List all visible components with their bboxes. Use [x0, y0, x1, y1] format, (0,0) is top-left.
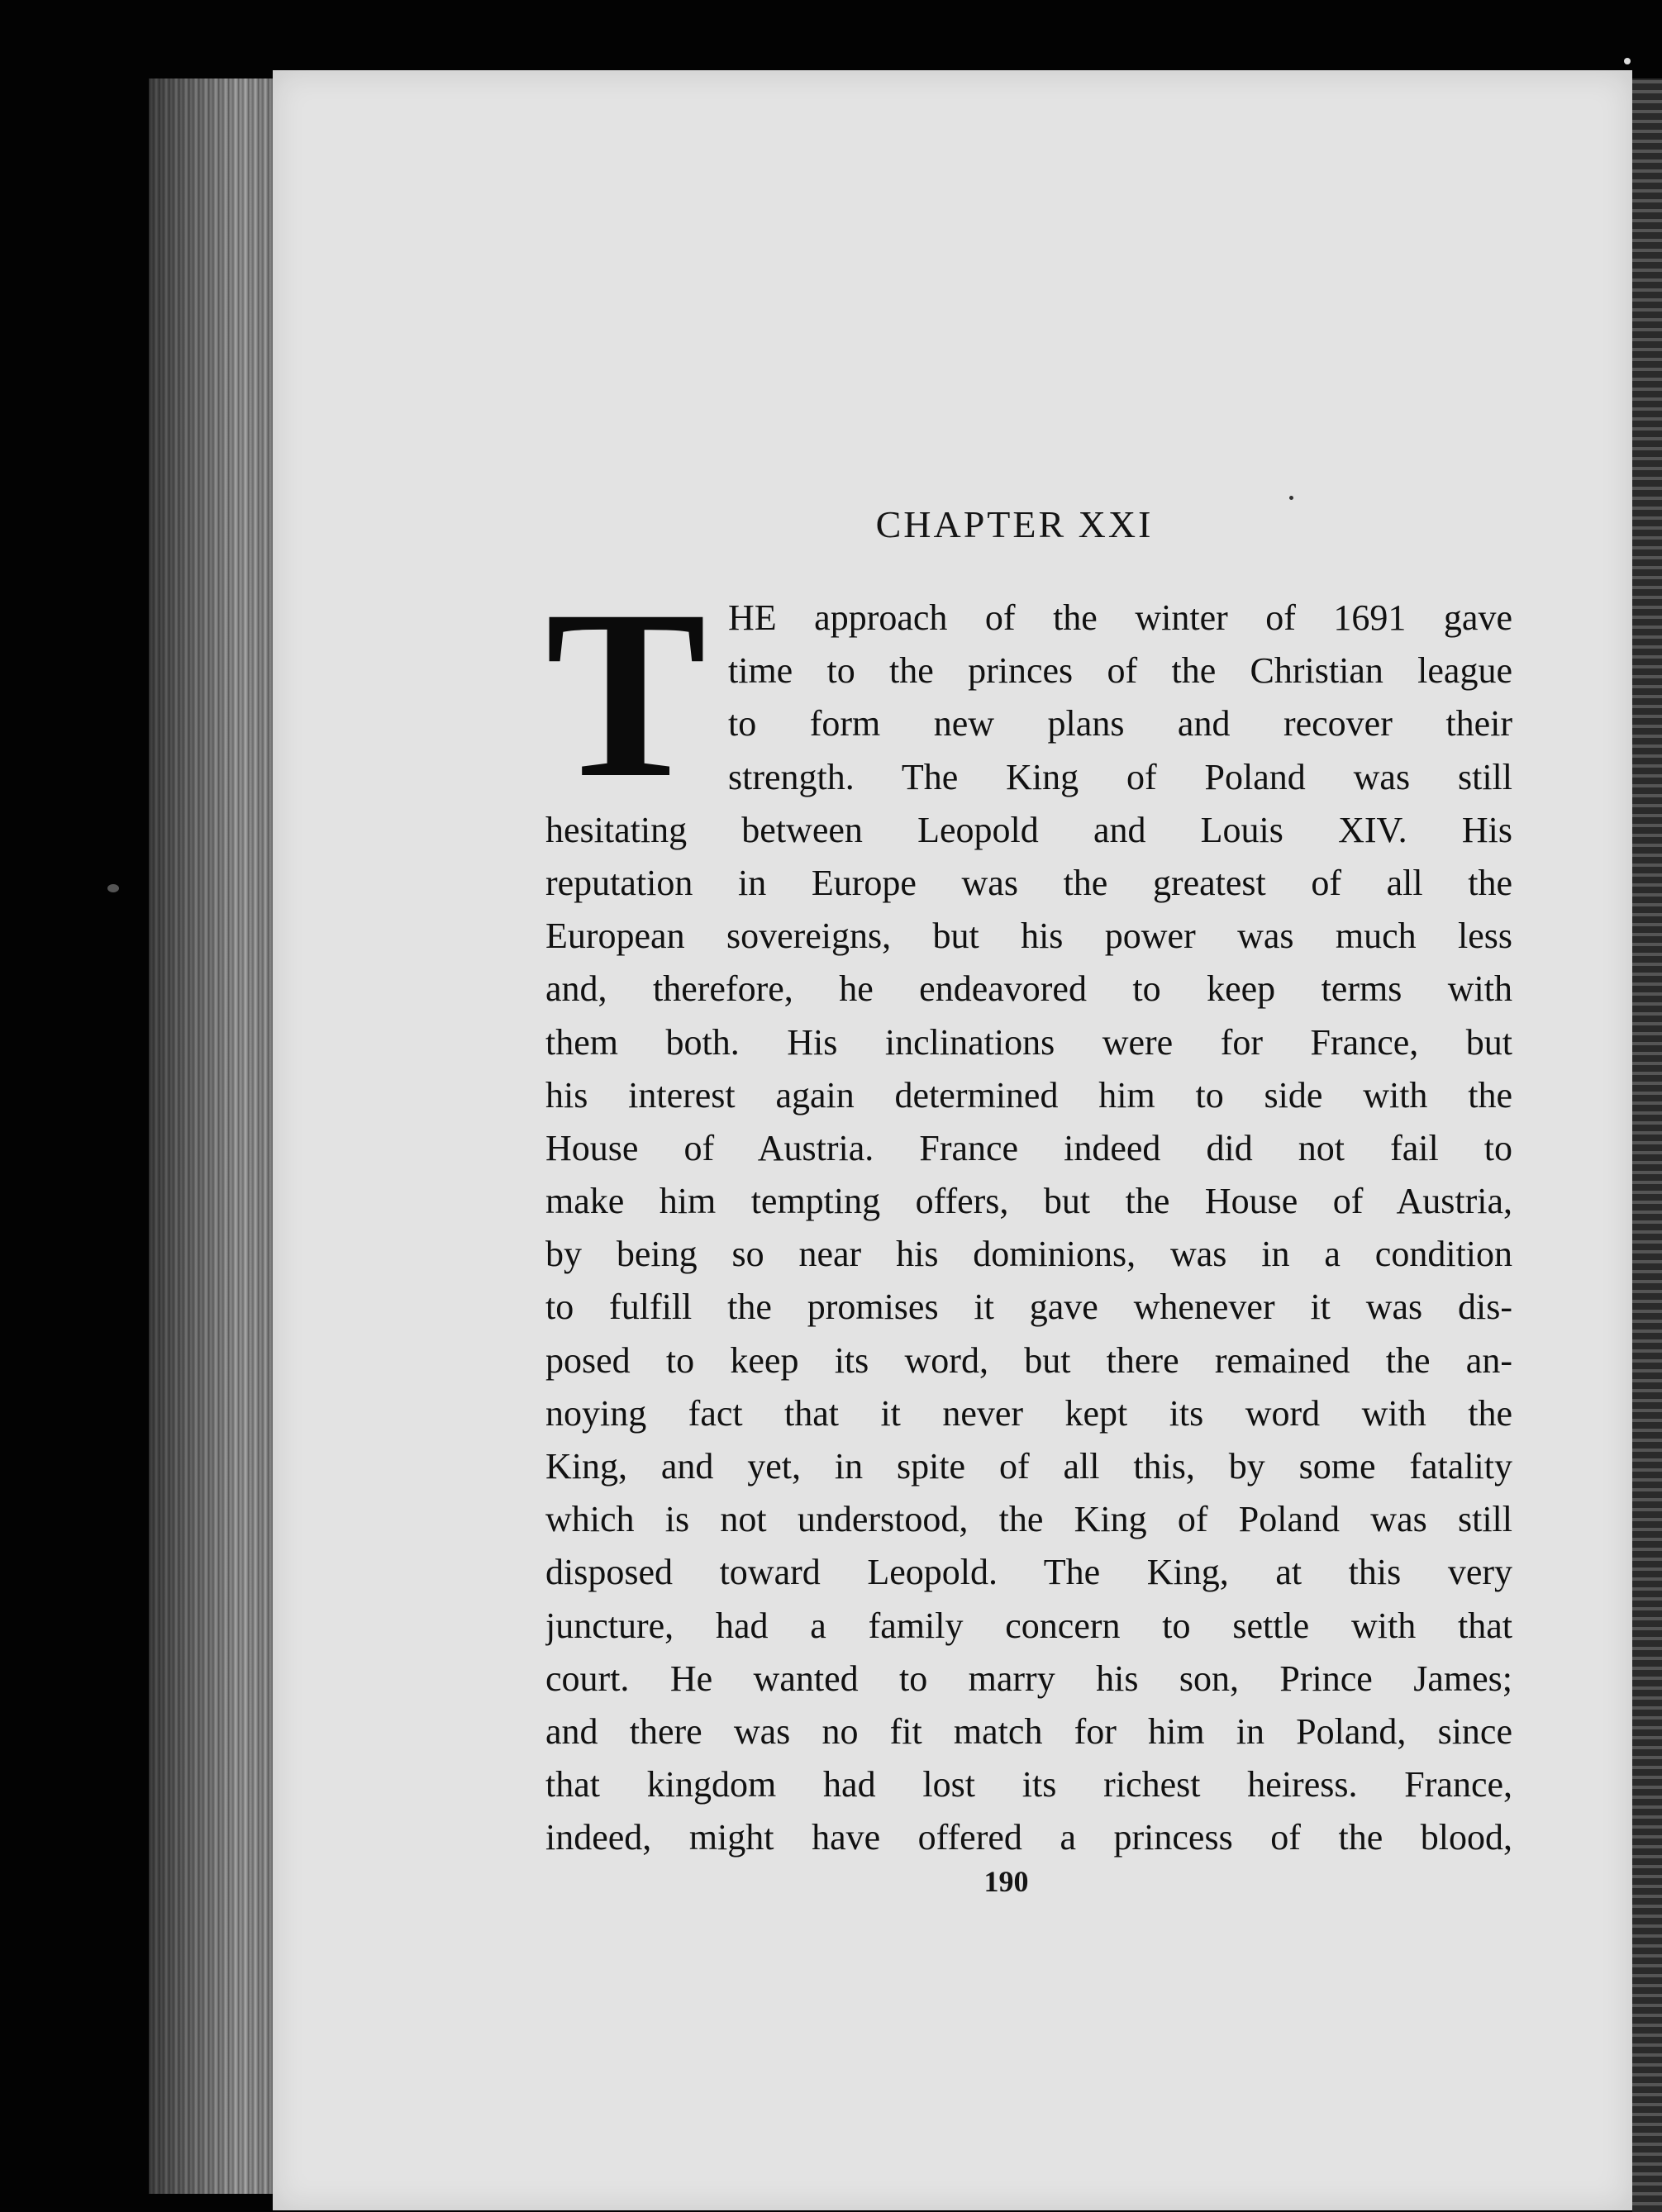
text-line: HE approach of the winter of 1691 gave [728, 597, 1512, 638]
text-line: strength. The King of Poland was still [728, 756, 1512, 797]
drop-cap-letter: T [545, 561, 707, 828]
dust-speck [1624, 58, 1631, 64]
text-line: time to the princes of the Christian league [728, 650, 1512, 692]
text-line: juncture, had a family concern to settle with that [545, 1605, 1512, 1646]
body-text [545, 561, 1512, 1865]
text-line: and there was no fit match for him in Poland, since [545, 1710, 1512, 1752]
text-line: to form new plans and recover their [728, 703, 1512, 744]
text-line: indeed, might have offered a princess of the blood, [545, 1817, 1512, 1858]
text-line: make him tempting offers, but the House of Austria, [545, 1181, 1512, 1222]
dust-speck [1289, 496, 1293, 500]
chapter-heading: CHAPTER XXI [875, 503, 1154, 545]
text-line: and, therefore, he endeavored to keep terms with [545, 968, 1512, 1010]
text-line: House of Austria. France indeed did not fail to [545, 1127, 1512, 1168]
text-line: court. He wanted to marry his son, Prince James; [545, 1658, 1512, 1699]
text-line: to fulfill the promises it gave whenever it was dis- [545, 1287, 1512, 1328]
text-line: hesitating between Leopold and Louis XIV. His [545, 809, 1512, 850]
text-line: European sovereigns, but his power was much less [545, 916, 1512, 957]
text-line: posed to keep its word, but there remained the an- [545, 1339, 1512, 1381]
text-line: reputation in Europe was the greatest of all the [545, 862, 1512, 903]
text-line: them both. His inclinations were for France, but [545, 1021, 1512, 1063]
text-line: his interest again determined him to side with the [545, 1074, 1512, 1116]
right-page-edge [1632, 78, 1662, 2212]
page-number: 190 [983, 1865, 1029, 1898]
text-line: that kingdom had lost its richest heiress. France, [545, 1764, 1512, 1805]
book-binding-edge [149, 78, 281, 2194]
text-line: disposed toward Leopold. The King, at this very [545, 1552, 1512, 1593]
dust-speck [107, 884, 119, 892]
text-line: noying fact that it never kept its word with the [545, 1392, 1512, 1434]
text-line: which is not understood, the King of Poland was still [545, 1499, 1512, 1540]
text-line: by being so near his dominions, was in a condition [545, 1234, 1512, 1275]
text-line: King, and yet, in spite of all this, by some fatality [545, 1446, 1512, 1487]
